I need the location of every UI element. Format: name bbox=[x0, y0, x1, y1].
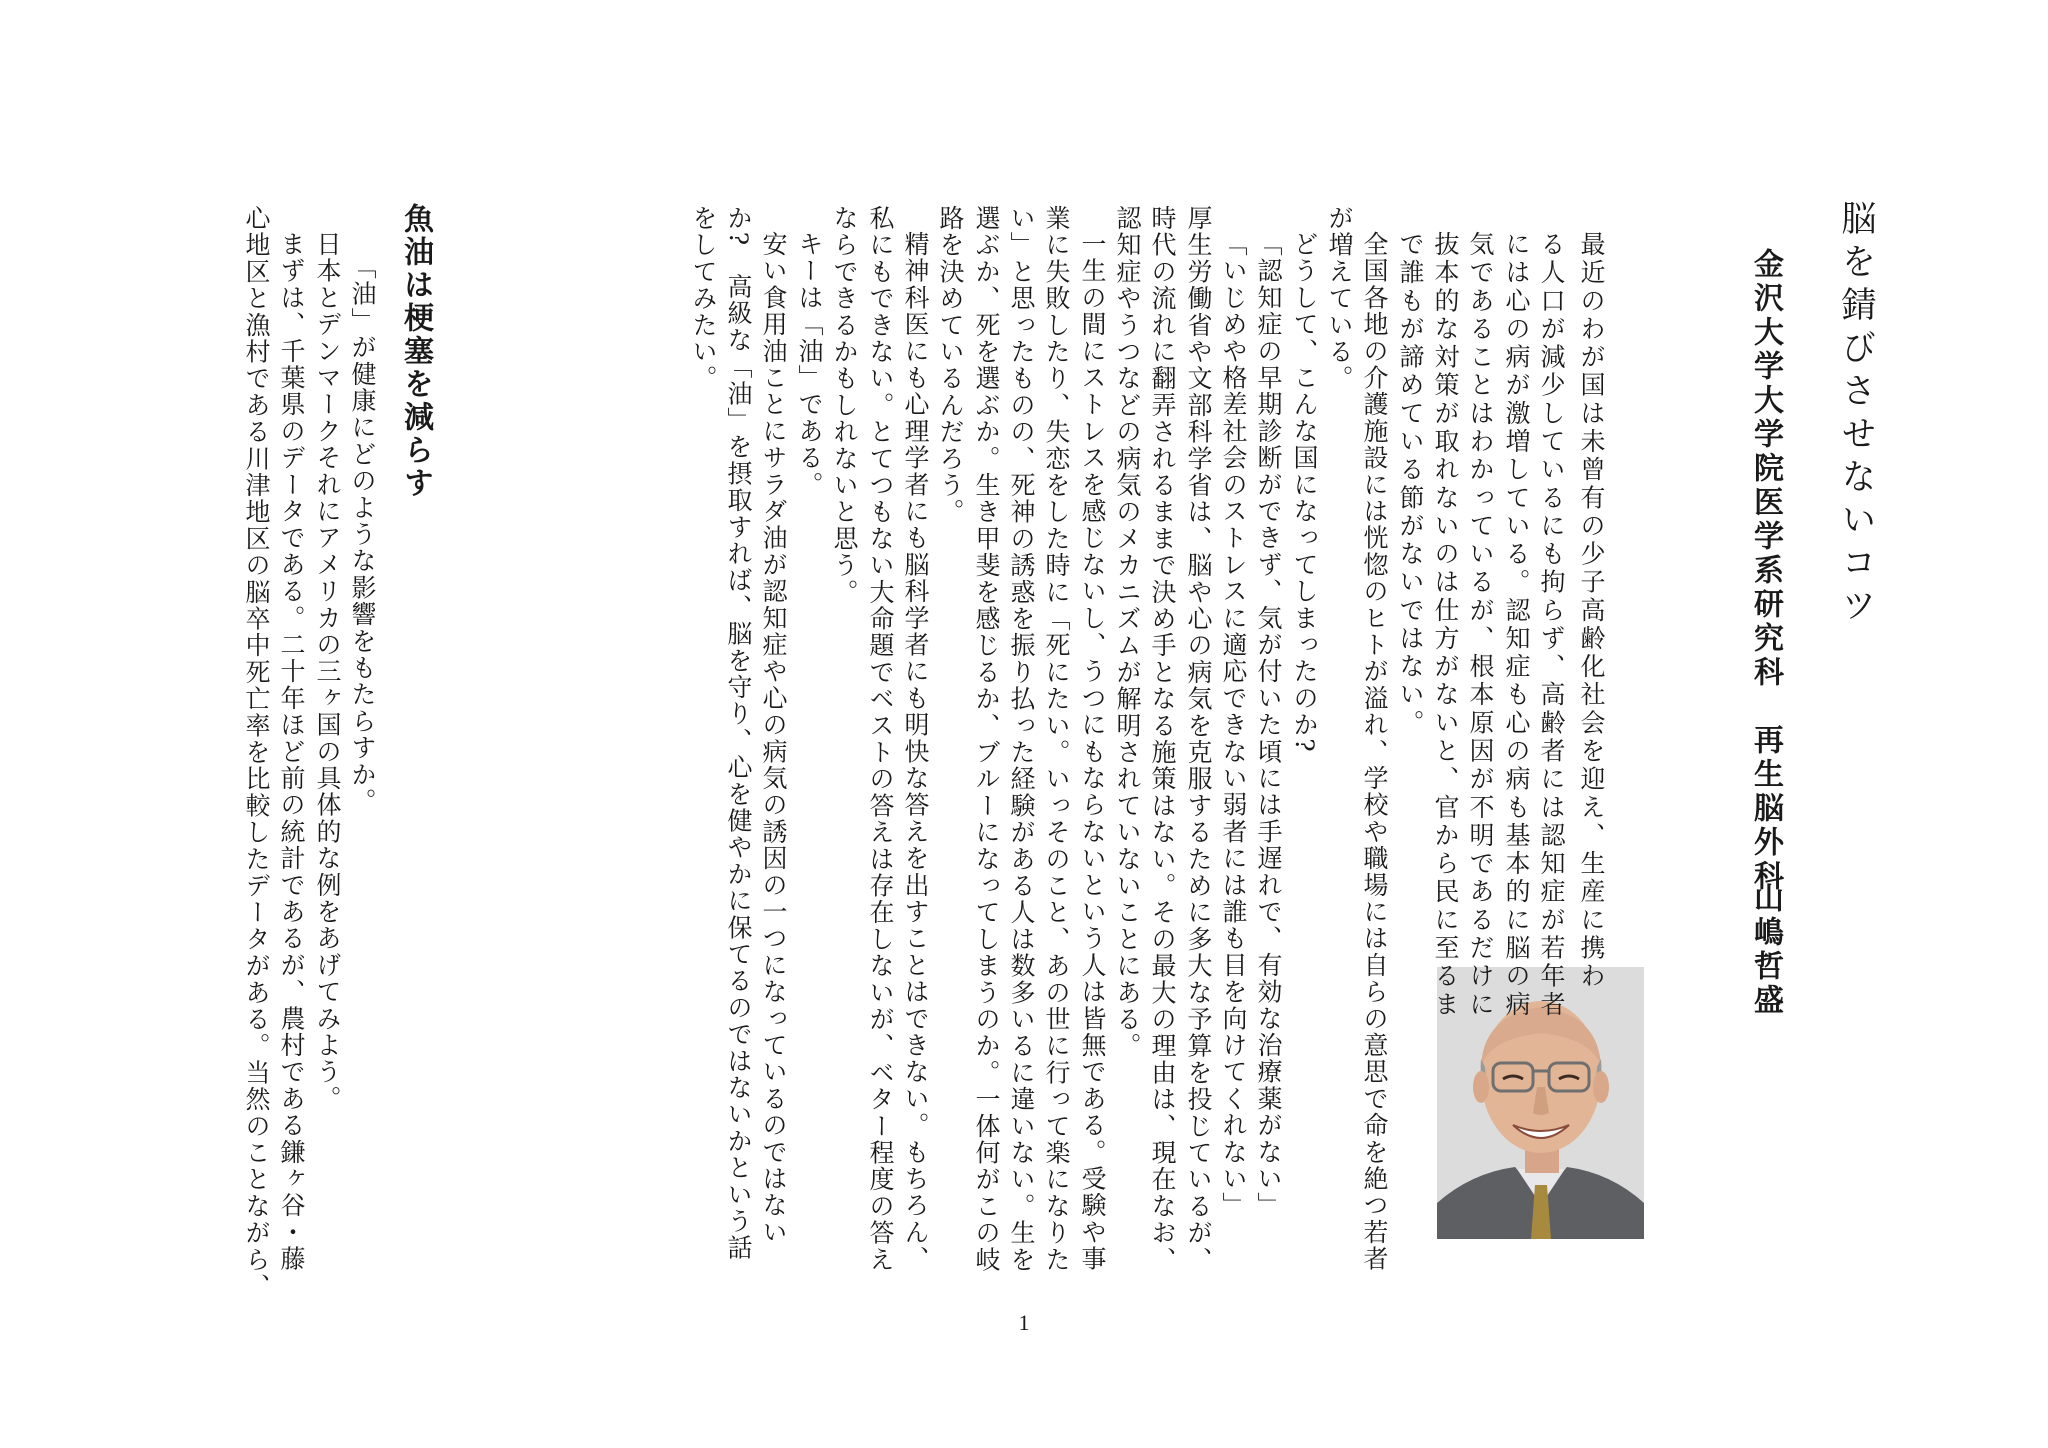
body-line: 気であることはわかっているが、根本原因が不明であるだけに bbox=[1466, 231, 1495, 1019]
body-line: 一生の間にストレスを感じないし、うつにもならないという人は皆無である。受験や事 bbox=[1078, 231, 1107, 1273]
body-line: には心の病が激増している。認知症も心の病も基本的に脳の病 bbox=[1502, 231, 1531, 1019]
body-line: 時代の流れに翻弄されるままで決め手となる施策はない。その最大の理由は、現在なお、 bbox=[1148, 205, 1177, 1273]
author-affiliation: 金沢大学大学院医学系研究科 再生脳外科 bbox=[1748, 248, 1783, 894]
body-line: か? 高級な「油」を摂取すれば、脳を守り、心を健やかに保てるのではないかという話 bbox=[724, 205, 753, 1262]
body-line: 厚生労働省や文部科学省は、脳や心の病気を克服するために多大な予算を投じているが、 bbox=[1184, 205, 1213, 1273]
body-line: どうして、こんな国になってしまったのか? bbox=[1290, 231, 1319, 754]
article-title: 脳を錆びさせないコツ bbox=[1836, 200, 1876, 630]
body-line: 路を決めているんだろう。 bbox=[936, 205, 965, 526]
body-line: 心地区と漁村である川津地区の脳卒中死亡率を比較したデータがある。当然のことながら、 bbox=[242, 205, 271, 1300]
body-line: る人口が減少しているにも拘らず、高齢者には認知症が若年者 bbox=[1537, 231, 1566, 1019]
page-number: 1 bbox=[1018, 1310, 1030, 1335]
body-line: 安い食用油ことにサラダ油が認知症や心の病気の誘因の一つになっているのではない bbox=[759, 231, 788, 1246]
body-line: ならできるかもしれないと思う。 bbox=[830, 205, 859, 606]
author-name: 山嶋哲盛 bbox=[1748, 882, 1783, 1018]
body-line: 私にもできない。とてつもない大命題でベストの答えは存在しないが、ベター程度の答え bbox=[866, 205, 895, 1273]
body-line: が増えている。 bbox=[1325, 205, 1354, 392]
section-heading: 魚油は梗塞を減らす bbox=[398, 203, 433, 500]
body-line: 認知症やうつなどの病気のメカニズムが解明されていないことにある。 bbox=[1113, 205, 1142, 1060]
body-line: 最近のわが国は未曾有の少子高齢化社会を迎え、生産に携わ bbox=[1577, 231, 1606, 991]
body-line: 全国各地の介護施設には恍惚のヒトが溢れ、学校や職場には自らの意思で命を絶つ若者 bbox=[1360, 231, 1389, 1273]
body-line: 業に失敗したり、失恋をした時に「死にたい。いっそのこと、あの世に行って楽になりた bbox=[1042, 205, 1071, 1273]
body-line: 選ぶか、死を選ぶか。生き甲斐を感じるか、ブルーになってしまうのか。一体何がこの岐 bbox=[972, 205, 1001, 1273]
body-line: 「油」が健康にどのような影響をもたらすか。 bbox=[348, 254, 377, 815]
body-line: 日本とデンマークそれにアメリカの三ヶ国の具体的な例をあげてみよう。 bbox=[313, 231, 342, 1113]
body-line: 「認知症の早期診断ができず、気が付いた頃には手遅れで、有効な治療薬がない」 bbox=[1254, 231, 1283, 1219]
body-line: 抜本的な対策が取れないのは仕方がないと、官から民に至るま bbox=[1431, 231, 1460, 1019]
body-line: 「いじめや格差社会のストレスに適応できない弱者には誰も目を向けてくれない」 bbox=[1219, 231, 1248, 1219]
body-line: で誰もが諦めている節がないではない。 bbox=[1396, 231, 1425, 738]
body-line: キーは「油」である。 bbox=[795, 231, 824, 498]
body-line: まずは、千葉県のデータである。二十年ほど前の統計であるが、農村である鎌ヶ谷・藤 bbox=[277, 231, 306, 1273]
body-line: をしてみたい。 bbox=[689, 205, 718, 392]
body-line: 精神科医にも心理学者にも脳科学者にも明快な答えを出すことはできない。もちろん、 bbox=[901, 231, 930, 1273]
body-line: い」と思ったものの、死神の誘惑を振り払った経験がある人は数多いるに違いない。生を bbox=[1007, 205, 1036, 1273]
